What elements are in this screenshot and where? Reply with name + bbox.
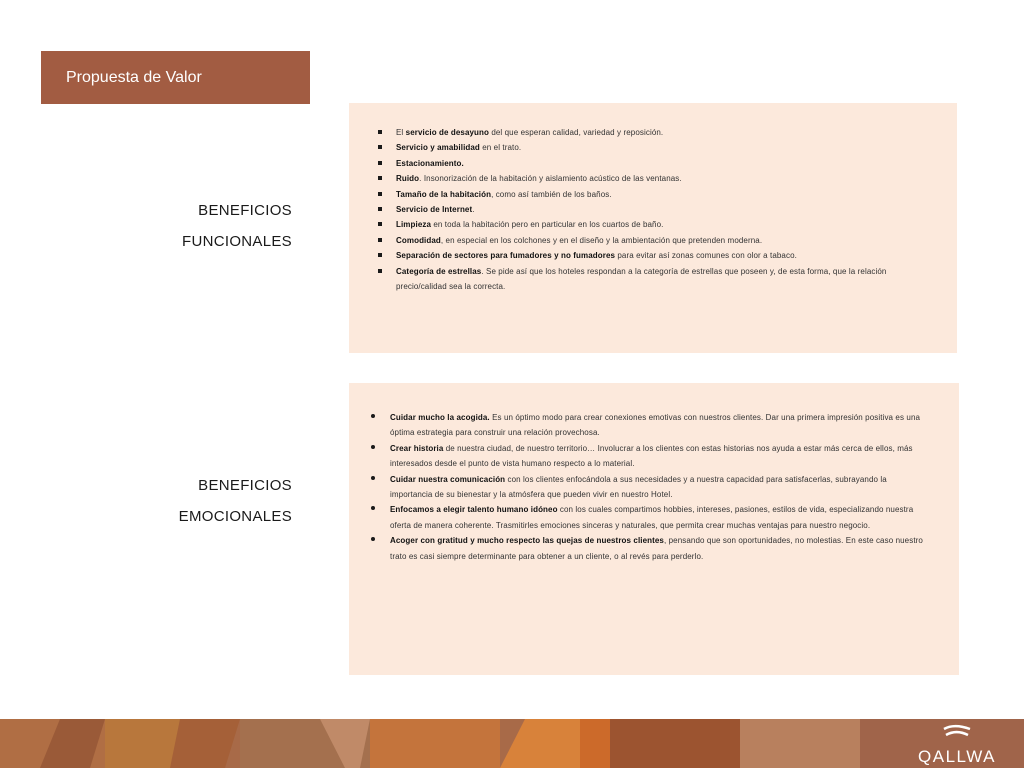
list-item: Tamaño de la habitación, como así también de los baños. [378,187,917,202]
square-bullet-icon [378,161,382,165]
list-item: Servicio de Internet. [378,202,917,217]
emotional-benefits-list [371,410,929,564]
list-item: Separación de sectores para fumadores y no fumadores para evitar así zonas comunes con olor a tabaco. [378,248,917,263]
list-item: Comodidad, en especial en los colchones y en el diseño y la ambientación que pretenden moderna. [378,233,917,248]
section-label-emotional [52,470,292,532]
square-bullet-icon [378,145,382,149]
footer-pattern [0,719,1024,768]
section-label-line2: EMOCIONALES [178,508,292,525]
footer-decorative-band [0,719,1024,768]
square-bullet-icon [378,130,382,134]
square-bullet-icon [378,176,382,180]
functional-benefits-list [378,125,917,294]
round-bullet-icon [371,476,375,480]
qallwa-logo [918,724,996,767]
square-bullet-icon [378,253,382,257]
list-item: Limpieza en toda la habitación pero en particular en los cuartos de baño. [378,217,917,232]
list-item: Acoger con gratitud y mucho respecto las quejas de nuestros clientes, pensando que son oportunidades, no molestias. En este caso nuestro trato es casi siempre determinante para obtener a un cliente, o al revés para perderlo. [371,533,929,564]
section-label-line1: BENEFICIOS [198,202,292,219]
square-bullet-icon [378,192,382,196]
list-item: Cuidar mucho la acogida. Es un óptimo modo para crear conexiones emotivas con nuestros clientes. Dar una primera impresión positiva es una óptima estrategia para construir una relación provechosa. [371,410,929,441]
square-bullet-icon [378,238,382,242]
list-item: Enfocamos a elegir talento humano idóneo con los cuales compartimos hobbies, intereses, pasiones, estilos de vida, especializando nuestra oferta de manera coherente. Trasmitirles emociones sinceras y naturales, que permita crear muchas ventajas para nuestro negocio. [371,502,929,533]
list-item: Estacionamiento. [378,156,917,171]
list-item: Crear historia de nuestra ciudad, de nuestro territorio… Involucrar a los clientes con estas historias nos ayuda a estar más cerca de ellos, más interesados desde el punto de vista humano respecto a lo material. [371,441,929,472]
section-label-functional [52,195,292,257]
list-item: Cuidar nuestra comunicación con los clientes enfocándola a sus necesidades y a nuestra capacidad para satisfacerlas, subrayando la importancia de su bienestar y la atmósfera que pueden vivir en nuestro Hotel. [371,472,929,503]
round-bullet-icon [371,537,375,541]
wave-icon [942,724,972,740]
round-bullet-icon [371,414,375,418]
list-item: Ruido. Insonorización de la habitación y aislamiento acústico de las ventanas. [378,171,917,186]
section-label-line2: FUNCIONALES [182,233,292,250]
emotional-benefits-panel [349,383,959,675]
functional-benefits-panel [349,103,957,353]
logo-text: QALLWA [918,747,996,766]
slide-title [41,51,310,104]
slide-title-text: Propuesta de Valor [66,68,202,86]
list-item: Servicio y amabilidad en el trato. [378,140,917,155]
round-bullet-icon [371,506,375,510]
square-bullet-icon [378,222,382,226]
round-bullet-icon [371,445,375,449]
list-item: El servicio de desayuno del que esperan calidad, variedad y reposición. [378,125,917,140]
section-label-line1: BENEFICIOS [198,477,292,494]
square-bullet-icon [378,207,382,211]
square-bullet-icon [378,269,382,273]
list-item: Categoría de estrellas. Se pide así que los hoteles respondan a la categoría de estrellas que poseen y, de esta forma, que la relación precio/calidad sea la correcta. [378,264,917,295]
